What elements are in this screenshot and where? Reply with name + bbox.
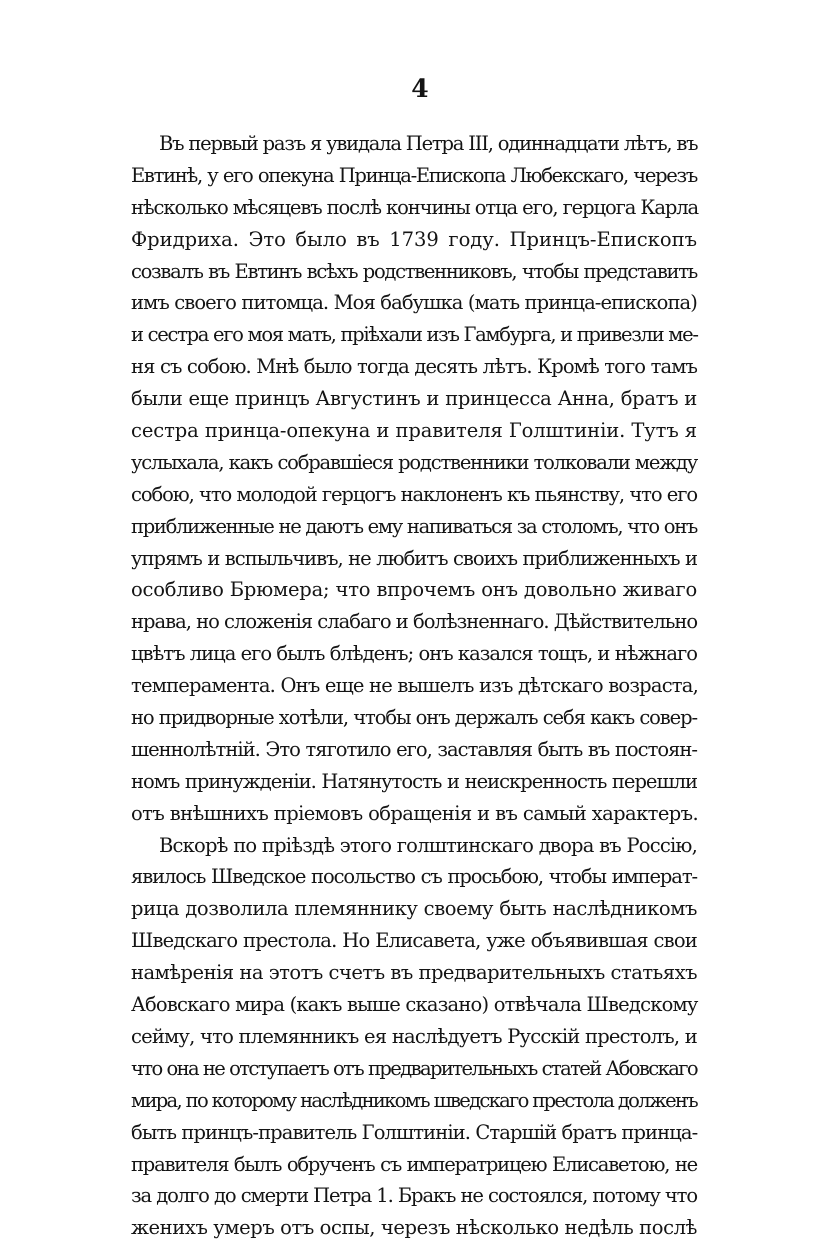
- paragraph-2: [131, 830, 697, 1244]
- text-line: но придворные хотѣли, чтобы онъ держалъ себя какъ совер-: [131, 706, 697, 730]
- text-line: приближенные не даютъ ему напиваться за столомъ, что онъ: [131, 514, 697, 538]
- text-line: и сестра его моя мать, пріѣхали изъ Гамбурга, и привезли ме-: [131, 323, 698, 347]
- text-line: сестра принца-опекуна и правителя Голштиніи. Тутъ я: [131, 419, 697, 443]
- text-line: женихъ умеръ отъ оспы, черезъ нѣсколько недѣль послѣ: [131, 1216, 697, 1240]
- text-line: нрава, но сложенія слабаго и болѣзненнаго. Дѣйствительно: [131, 610, 698, 634]
- text-line: особливо Брюмера; что впрочемъ онъ довольно живаго: [131, 578, 697, 602]
- text-line: Въ первый разъ я увидала Петра III, одиннадцати лѣтъ, въ: [159, 132, 698, 155]
- text-line: номъ принужденіи. Натянутость и неискренность перешли: [131, 769, 697, 793]
- text-line: собою, что молодой герцогъ наклоненъ къ пьянству, что его: [131, 482, 697, 506]
- text-line: темперамента. Онъ еще не вышелъ изъ дѣтскаго возраста,: [131, 674, 699, 698]
- text-line: что она не отступаетъ отъ предварительныхъ статей Абовскаго: [131, 1056, 697, 1080]
- body-text: [131, 128, 697, 1244]
- text-line: Евтинѣ, у его опекуна Принца-Епископа Любекскаго, черезъ: [131, 163, 697, 187]
- text-line: быть принцъ-правитель Голштиніи. Старшій братъ принца-: [131, 1120, 698, 1144]
- text-line: цвѣтъ лица его былъ блѣденъ; онъ казался тощъ, и нѣжнаго: [131, 642, 697, 666]
- text-line: Фридриха. Это было въ 1739 году. Принцъ-Епископъ: [131, 227, 697, 251]
- text-line: Шведскаго престола. Но Елисавета, уже объявившая свои: [131, 929, 697, 953]
- text-line: отъ внѣшнихъ пріемовъ обращенія и въ самый характеръ.: [131, 801, 699, 825]
- text-line: Вскорѣ по пріѣздѣ этого голштинскаго двора въ Россію,: [159, 833, 697, 857]
- text-line: нѣсколько мѣсяцевъ послѣ кончины отца его, герцога Карла: [131, 195, 699, 219]
- text-line: сейму, что племянникъ ея наслѣдуетъ Русскій престолъ, и: [131, 1024, 697, 1048]
- text-line: ня съ собою. Мнѣ было тогда десять лѣтъ. Кромѣ того тамъ: [131, 355, 697, 379]
- text-line: были еще принцъ Августинъ и принцесса Анна, братъ и: [131, 387, 697, 411]
- paragraph-1: [131, 128, 697, 830]
- text-line: рица дозволила племяннику своему быть наслѣдникомъ: [131, 897, 697, 921]
- text-line: явилось Шведское посольство съ просьбою, чтобы императ-: [131, 865, 697, 889]
- text-line: упрямъ и вспыльчивъ, не любитъ своихъ приближенныхъ и: [131, 546, 697, 570]
- page-number: 4: [411, 74, 429, 103]
- text-line: намѣренія на этотъ счетъ въ предварительныхъ статьяхъ: [131, 961, 697, 985]
- text-line: услыхала, какъ собравшіеся родственники толковали между: [131, 450, 697, 474]
- text-line: шеннолѣтній. Это тяготило его, заставляя быть въ постоян-: [131, 737, 697, 761]
- text-line: за долго до смерти Петра 1. Бракъ не состоялся, потому что: [131, 1184, 697, 1208]
- text-line: правителя былъ обрученъ съ императрицею Елисаветою, не: [131, 1152, 697, 1176]
- text-line: мира, по которому наслѣдникомъ шведскаго престола долженъ: [131, 1088, 697, 1112]
- text-line: имъ своего питомца. Моя бабушка (мать принца-епископа): [131, 291, 697, 315]
- text-line: Абовскаго мира (какъ выше сказано) отвѣчала Шведскому: [131, 993, 698, 1017]
- text-line: созвалъ въ Евтинъ всѣхъ родственниковъ, чтобы представить: [131, 259, 697, 283]
